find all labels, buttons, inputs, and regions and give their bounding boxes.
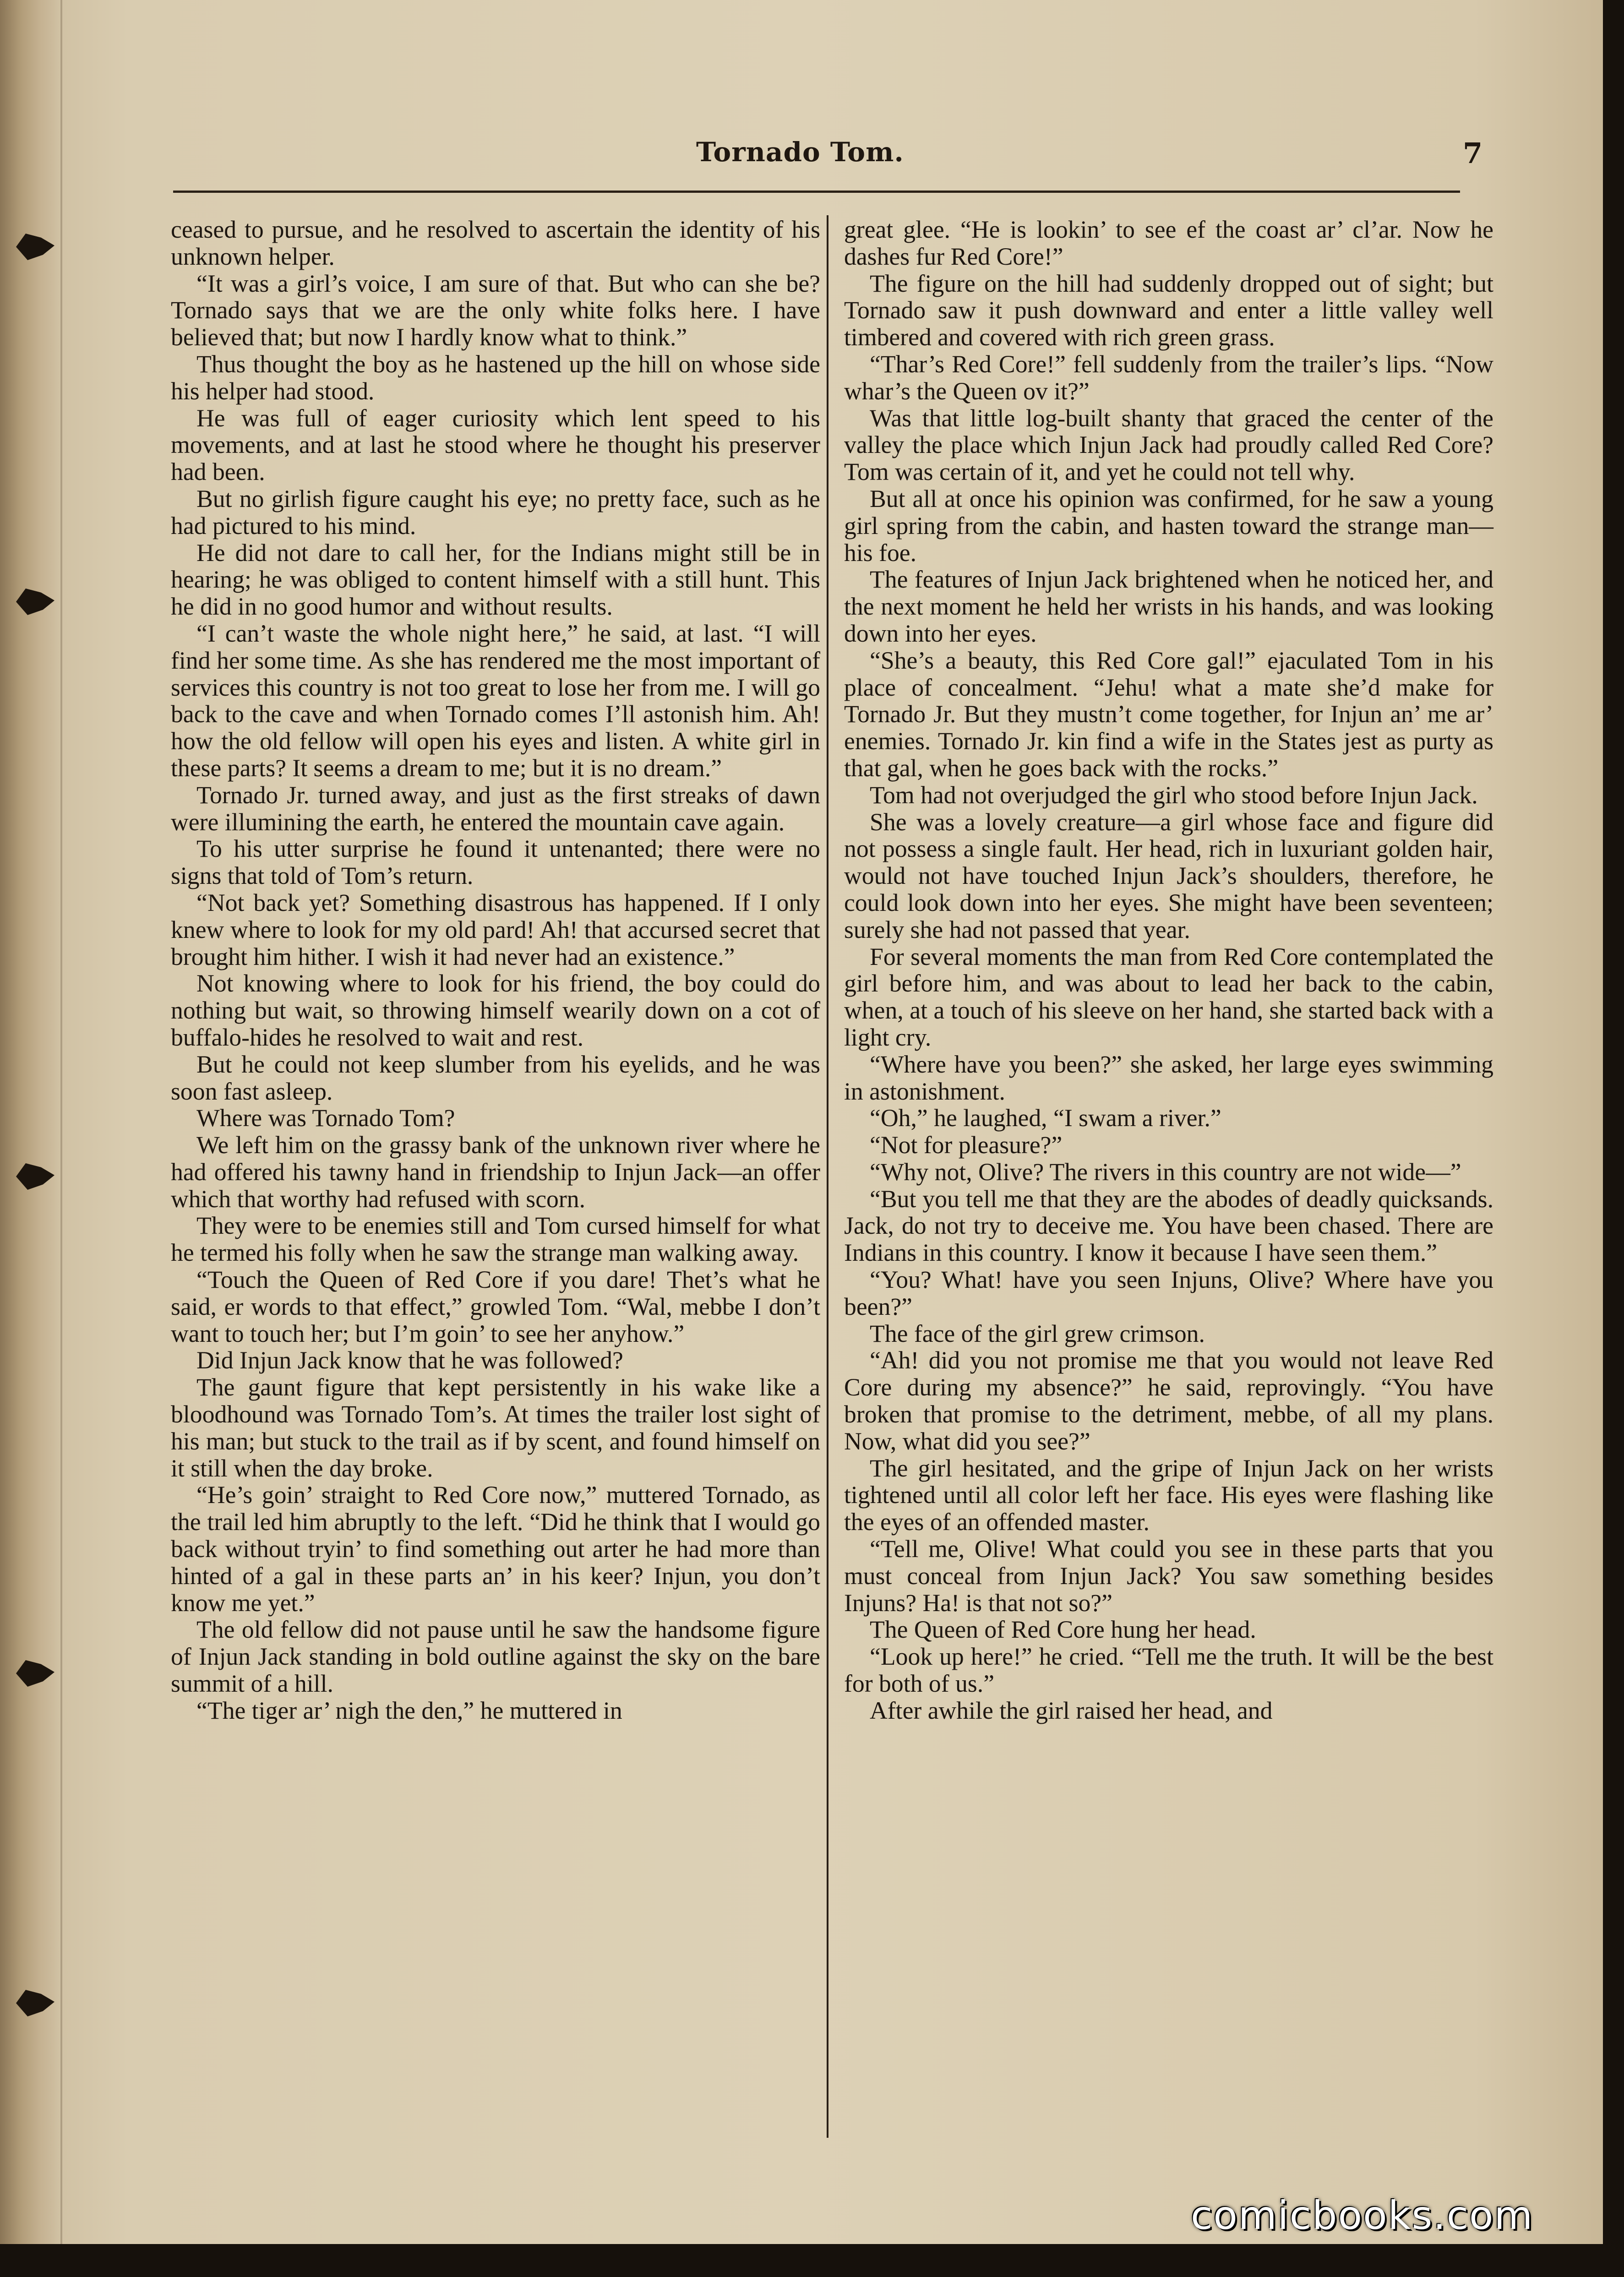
paragraph: To his utter surprise he found it untenanted; there were no signs that told of Tom’s return.	[171, 835, 820, 890]
paragraph: Where was Tornado Tom?	[196, 1104, 455, 1132]
binding-fold-line	[60, 0, 62, 2244]
paragraph: Was that little log-built shanty that graced the center of the valley the place which Injun Jack had proudly called Red Core? Tom was certain of it, and yet he could not tell why.	[844, 404, 1493, 486]
paragraph: After awhile the girl raised her head, and	[870, 1696, 1273, 1724]
paragraph: Thus thought the boy as he hastened up the hill on whose side his helper had stood.	[171, 350, 820, 405]
paragraph: But he could not keep slumber from his eyelids, and he was soon fast asleep.	[171, 1050, 820, 1105]
paragraph: Did Injun Jack know that he was followed?	[196, 1346, 623, 1374]
paragraph: The Queen of Red Core hung her head.	[870, 1616, 1256, 1644]
paragraph: We left him on the grassy bank of the unknown river where he had offered his tawny hand in friendship to Injun Jack—an offer which that worthy had refused with scorn.	[171, 1131, 820, 1213]
paragraph: They were to be enemies still and Tom cursed himself for what he termed his folly when he saw the strange man walking away.	[171, 1212, 820, 1267]
paragraph: “It was a girl’s voice, I am sure of that. But who can she be? Tornado says that we are the only white folks here. I have believed that; but now I hardly know what to think.”	[171, 269, 820, 351]
paragraph: “Where have you been?” she asked, her large eyes swimming in astonishment.	[844, 1050, 1493, 1105]
paragraph: “Tell me, Olive! What could you see in these parts that you must conceal from Injun Jack? You saw something besides Injuns? Ha! is that not so?”	[844, 1535, 1493, 1617]
paragraph: Tornado Jr. turned away, and just as the first streaks of dawn were illumining the earth, he entered the mountain cave again.	[171, 781, 820, 836]
paragraph: “But you tell me that they are the abodes of deadly quicksands. Jack, do not try to deceive me. You have been chased. There are Indians in this country. I know it because I have seen them.”	[844, 1185, 1493, 1267]
text-column-right	[844, 216, 1493, 1724]
paragraph: For several moments the man from Red Core contemplated the girl before him, and was about to lead her back to the cabin, when, at a touch of his sleeve on her hand, she started back with a light cry.	[844, 942, 1493, 1051]
paragraph: “Look up here!” he cried. “Tell me the truth. It will be the best for both of us.”	[844, 1643, 1493, 1698]
paragraph: The features of Injun Jack brightened when he noticed her, and the next moment he held her wrists in his hands, and was looking down into her eyes.	[844, 566, 1493, 647]
paragraph: “He’s goin’ straight to Red Core now,” muttered Tornado, as the trail led him abruptly to the left. “Did he think that I would go back without tryin’ to find something out arter he had more than hinted of a gal in these parts an’ in his keer? Injun, you don’t know me yet.”	[171, 1481, 820, 1617]
running-title: Tornado Tom.	[696, 136, 904, 168]
paragraph: Tom had not overjudged the girl who stood before Injun Jack.	[870, 781, 1478, 809]
paragraph: “She’s a beauty, this Red Core gal!” ejaculated Tom in his place of concealment. “Jehu! what a mate she’d make for Tornado Jr. But they mustn’t come together, for Injun an’ me ar’ enemies. Tornado Jr. kin find a wife in the States jest as purty as that gal, when he goes back with the rocks.”	[844, 646, 1493, 782]
paragraph: The girl hesitated, and the gripe of Injun Jack on her wrists tightened until all color left her face. His eyes were flashing like the eyes of an offended master.	[844, 1454, 1493, 1536]
paragraph: “Thar’s Red Core!” fell suddenly from the trailer’s lips. “Now whar’s the Queen ov it?”	[844, 350, 1493, 405]
paragraph: great glee. “He is lookin’ to see ef the coast ar’ cl’ar. Now he dashes fur Red Core!”	[844, 216, 1493, 270]
paragraph: But no girlish figure caught his eye; no pretty face, such as he had pictured to his mind.	[171, 485, 820, 539]
paragraph: “Not for pleasure?”	[870, 1131, 1063, 1159]
binding-edge	[0, 0, 60, 2244]
column-divider	[827, 215, 828, 2138]
paragraph: “Ah! did you not promise me that you would not leave Red Core during my absence?” he said, reprovingly. “You have broken that promise to the detriment, mebbe, of all my plans. Now, what did you see?”	[844, 1346, 1493, 1455]
paragraph: He did not dare to call her, for the Indians might still be in hearing; he was obliged to content himself with a still hunt. This he did in no good humor and without results.	[171, 539, 820, 621]
header-rule	[173, 191, 1460, 193]
paragraph: The gaunt figure that kept persistently in his wake like a bloodhound was Tornado Tom’s. At times the trailer lost sight of his man; but stuck to the trail as if by scent, and found himself on it still when the day broke.	[171, 1373, 820, 1482]
paragraph: “Not back yet? Something disastrous has happened. If I only knew where to look for my old pard! Ah! that accursed secret that brought him hither. I wish it had never had an existence.”	[171, 888, 820, 970]
paragraph: “You? What! have you seen Injuns, Olive? Where have you been?”	[844, 1266, 1493, 1320]
paragraph: “I can’t waste the whole night here,” he said, at last. “I will find her some time. As she has rendered me the most important of services this country is not too great to lose her from me. I will go back to the cave and when Tornado comes I’ll astonish him. Ah! how the old fellow will open his eyes and listen. A white girl in these parts? It seems a dream to me; but it is no dream.”	[171, 619, 820, 782]
paragraph: “Oh,” he laughed, “I swam a river.”	[870, 1104, 1221, 1132]
paragraph: The figure on the hill had suddenly dropped out of sight; but Tornado saw it push downward and enter a little valley well timbered and covered with rich green grass.	[844, 269, 1493, 351]
paragraph: “Touch the Queen of Red Core if you dare! Thet’s what he said, er words to that effect,” growled Tom. “Wal, mebbe I don’t want to touch her; but I’m goin’ to see her anyhow.”	[171, 1266, 820, 1347]
paragraph: She was a lovely creature—a girl whose face and figure did not possess a single fault. Her head, rich in luxuriant golden hair, would not have touched Injun Jack’s shoulders, therefore, he could look down into her eyes. She might have been seventeen; surely she had not passed that year.	[844, 808, 1493, 943]
paragraph: “Why not, Olive? The rivers in this country are not wide—”	[870, 1158, 1461, 1186]
paragraph: The face of the girl grew crimson.	[870, 1319, 1205, 1347]
paragraph: But all at once his opinion was confirmed, for he saw a young girl spring from the cabin, and hasten toward the strange man—his foe.	[844, 485, 1493, 567]
watermark: comicbooks.com	[1191, 2193, 1534, 2239]
paragraph: The old fellow did not pause until he saw the handsome figure of Injun Jack standing in bold outline against the sky on the bare summit of a hill.	[171, 1616, 820, 1698]
paragraph: ceased to pursue, and he resolved to ascertain the identity of his unknown helper.	[171, 216, 820, 270]
paragraph: He was full of eager curiosity which lent speed to his movements, and at last he stood where he thought his preserver had been.	[171, 404, 820, 486]
paragraph: Not knowing where to look for his friend, the boy could do nothing but wait, so throwing himself wearily down on a cot of buffalo-hides he resolved to wait and rest.	[171, 970, 820, 1051]
text-column-left	[171, 216, 820, 1724]
paragraph: “The tiger ar’ nigh the den,” he muttered in	[196, 1696, 622, 1724]
page-number: 7	[1463, 136, 1483, 170]
